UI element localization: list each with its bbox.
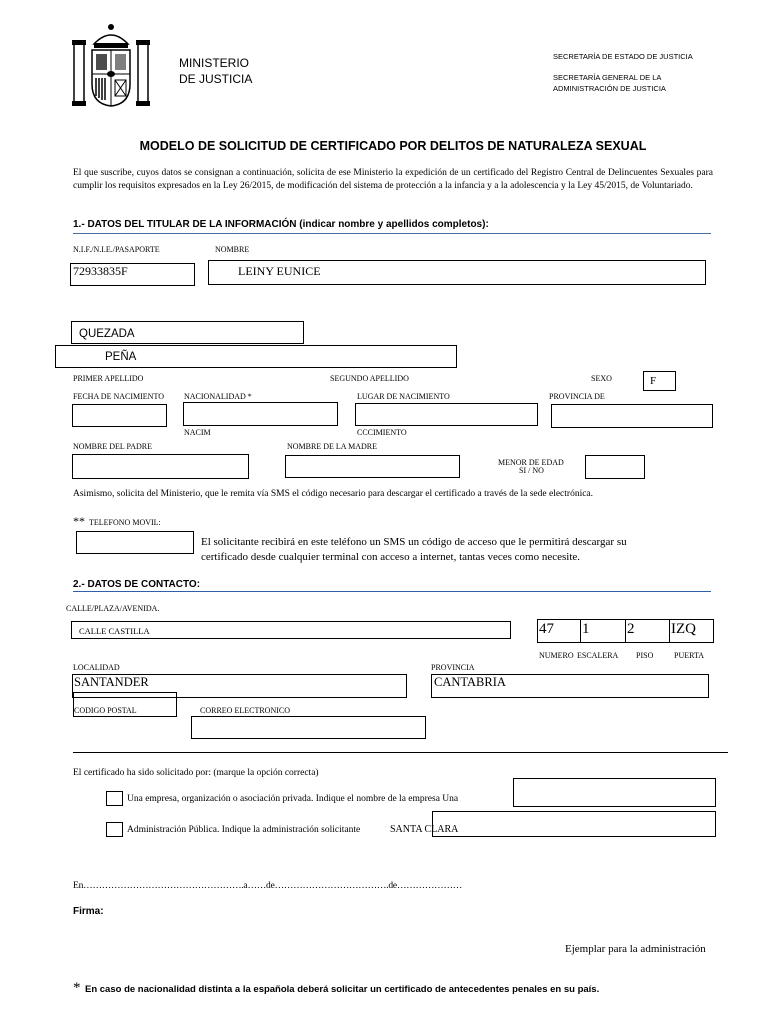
provincia-contacto-value: CANTABRIA — [434, 675, 506, 689]
nacionalidad-field[interactable] — [183, 402, 338, 426]
form-title: MODELO DE SOLICITUD DE CERTIFICADO POR DELITOS DE NATURALEZA SEXUAL — [139, 139, 647, 153]
padre-field[interactable] — [72, 454, 249, 479]
puerta-value: IZQ — [671, 621, 696, 637]
menor-edad-field[interactable] — [585, 455, 645, 479]
fecha-nacimiento-label: FECHA DE NACIMIENTO — [73, 392, 164, 401]
section1-title-bold: 1.- DATOS DEL TITULAR DE LA INFORMACIÓN — [73, 219, 297, 230]
provincia-nacimiento-field[interactable] — [551, 404, 713, 428]
nif-value: 72933835F — [73, 264, 128, 278]
section1-title — [73, 219, 489, 230]
admin-value: SANTA CLARA — [390, 824, 459, 835]
primer-apellido-value: QUEZADA — [79, 328, 135, 340]
ministry-name-line1: MINISTERIO — [179, 56, 250, 70]
piso-value: 2 — [627, 621, 635, 637]
sms-request-text: Asimismo, solicita del Ministerio, que le remita vía SMS el código necesario para descargar el certificado a través de la sede electrónica. — [73, 489, 594, 499]
numero-label: NUMERO — [539, 651, 574, 660]
piso-label: PISO — [636, 651, 654, 660]
nif-label: N.I.F./N.I.E./PASAPORTE — [73, 245, 160, 254]
section1-divider — [73, 233, 711, 234]
provincia-nacimiento-label: PROVINCIA DE — [549, 392, 605, 401]
empresa-name-field[interactable] — [513, 778, 716, 807]
admin-checkbox[interactable] — [106, 822, 123, 837]
correo-label: CORREO ELECTRONICO — [200, 706, 290, 715]
madre-label: NOMBRE DE LA MADRE — [287, 442, 378, 451]
menor-edad-options: SI / NO — [519, 466, 544, 475]
fecha-nacimiento-field[interactable] — [72, 404, 167, 427]
escalera-value: 1 — [582, 621, 590, 637]
segundo-apellido-label: SEGUNDO APELLIDO — [330, 374, 409, 383]
sexo-value: F — [650, 375, 657, 387]
menor-edad-label: MENOR DE EDAD — [498, 458, 564, 467]
sexo-field[interactable] — [643, 371, 676, 391]
calle-value: CALLE CASTILLA — [79, 626, 150, 636]
telefono-label: TELEFONO MOVIL: — [89, 518, 161, 527]
secretaria-estado: SECRETARÍA DE ESTADO DE JUSTICIA — [553, 52, 693, 61]
intro-paragraph: El que suscribe, cuyos datos se consignan a continuación, solicita de ese Ministerio la expedición de un certificado del Registro Central de Delincuentes Sexuales para cumplir los requisitos expresados en la Ley 26/2015, de modificación del sistema de protección a la infancia y a la adolescencia y la Ley 45/2015, de Voluntariado. — [73, 168, 713, 191]
coat-of-arms-icon — [70, 22, 152, 110]
localidad-label: LOCALIDAD — [73, 663, 120, 672]
section1-title-rest: (indicar nombre y apellidos completos): — [296, 219, 489, 230]
escalera-label: ESCALERA — [577, 651, 619, 660]
section2-title: 2.- DATOS DE CONTACTO: — [73, 579, 201, 590]
segundo-apellido-value: PEÑA — [105, 351, 137, 363]
secretaria-general-line1: SECRETARÍA GENERAL DE LA — [553, 73, 662, 82]
ejemplar-text: Ejemplar para la administración — [565, 943, 706, 955]
nota-text: En caso de nacionalidad distinta a la española deberá solicitar un certificado de antecedentes penales en su país. — [85, 984, 600, 995]
calle-label: CALLE/PLAZA/AVENIDA. — [66, 604, 160, 613]
numero-value: 47 — [539, 621, 554, 637]
ministry-name-line2: DE JUSTICIA — [179, 72, 253, 86]
lugar-nacimiento-label: LUGAR DE NACIMIENTO — [357, 392, 450, 401]
nombre-value: LEINY EUNICE — [238, 264, 321, 278]
padre-label: NOMBRE DEL PADRE — [73, 442, 152, 451]
admin-name-field[interactable] — [432, 811, 716, 837]
codigo-postal-label: CODIGO POSTAL — [74, 706, 137, 715]
empresa-checkbox[interactable] — [106, 791, 123, 806]
empresa-option-label: Una empresa, organización o asociación privada. Indique el nombre de la empresa Una — [127, 794, 459, 804]
nombre-label: NOMBRE — [215, 245, 250, 254]
nacionalidad-label: NACIONALIDAD * — [184, 392, 252, 401]
puerta-label: PUERTA — [674, 651, 704, 660]
localidad-value: SANTANDER — [74, 675, 149, 689]
lugar-fecha-line: En…………………………………………….a……de……………………………….de………………… — [73, 881, 463, 891]
contact-divider — [73, 752, 728, 753]
telefono-stars: ** — [73, 514, 85, 528]
secretaria-general-line2: ADMINISTRACIÓN DE JUSTICIA — [553, 84, 666, 93]
telefono-field[interactable] — [76, 531, 194, 554]
madre-field[interactable] — [285, 455, 460, 478]
solicitado-intro: El certificado ha sido solicitado por: (marque la opción correcta) — [73, 768, 319, 778]
firma-label: Firma: — [73, 906, 104, 917]
lugar-nacimiento-field[interactable] — [355, 403, 538, 426]
primer-apellido-label: PRIMER APELLIDO — [73, 374, 144, 383]
sexo-label: SEXO — [591, 374, 612, 383]
nota-star: * — [73, 980, 81, 996]
telefono-info: El solicitante recibirá en este teléfono un SMS un código de acceso que le permitirá descargar su certificado desde cualquier terminal con acceso a internet, tantas veces como necesite. — [201, 536, 627, 563]
correo-field[interactable] — [191, 716, 426, 739]
cccimiento-label: CCCIMIENTO — [357, 428, 407, 437]
provincia-contacto-label: PROVINCIA — [431, 663, 475, 672]
section2-divider — [73, 591, 711, 592]
admin-option-label: Administración Pública. Indique la administración solicitante — [127, 825, 361, 835]
nacim-label: NACIM — [184, 428, 211, 437]
